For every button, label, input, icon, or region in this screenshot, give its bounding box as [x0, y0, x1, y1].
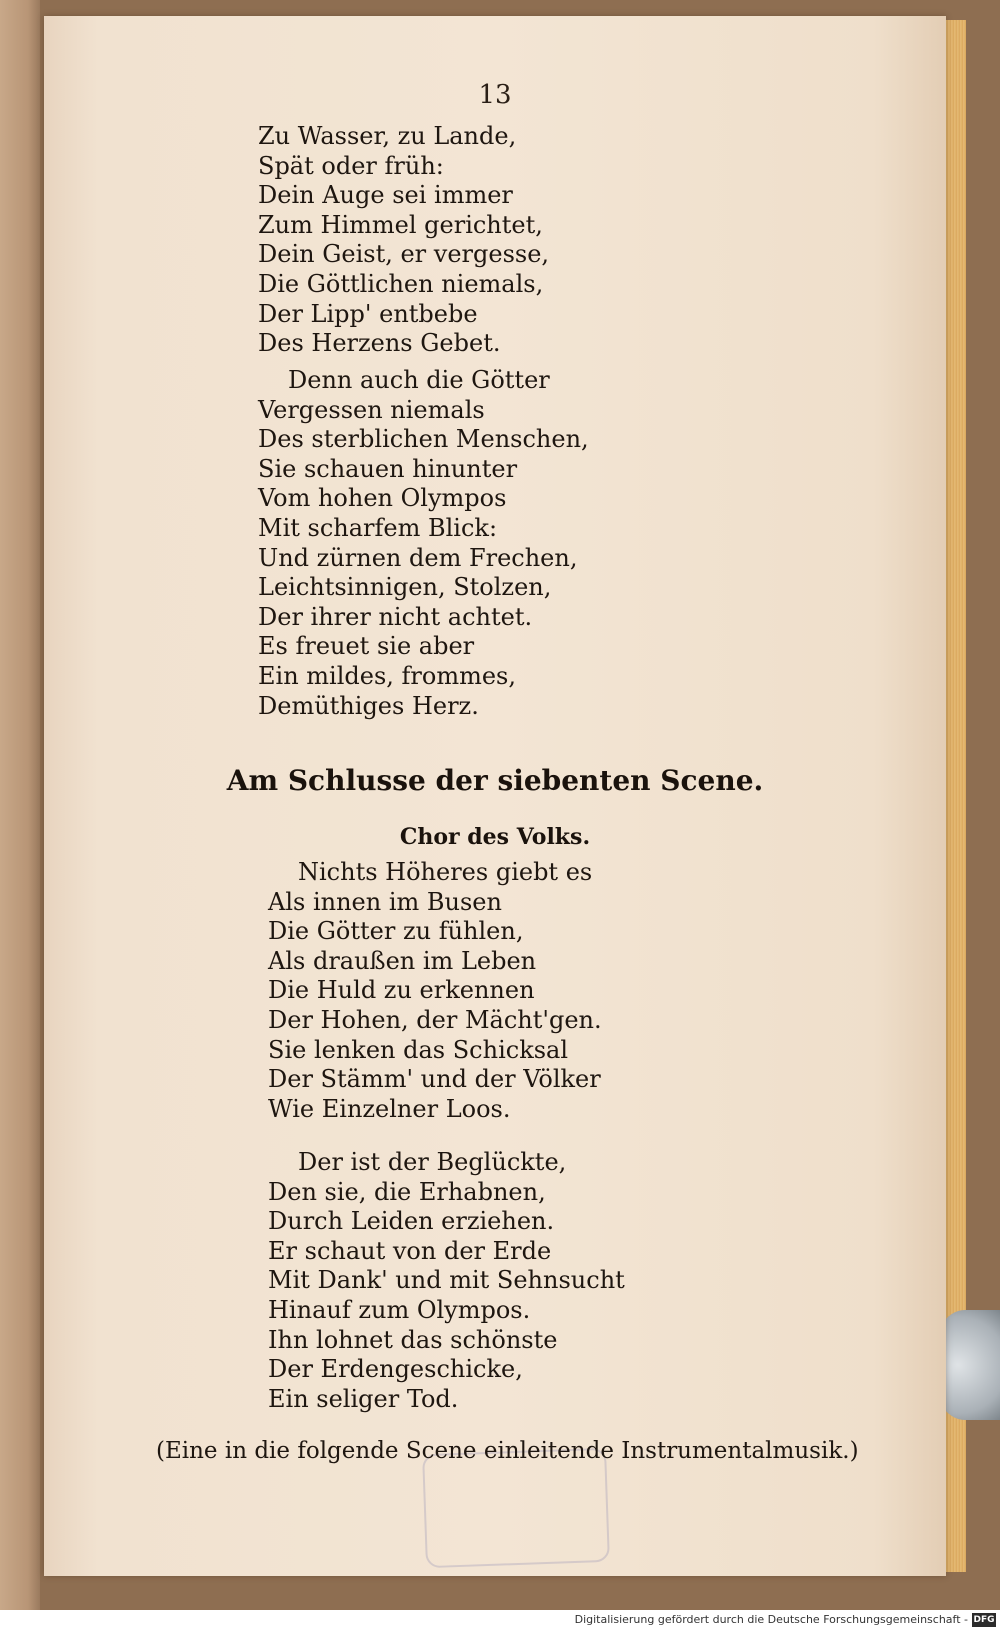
verse-line: Demüthiges Herz.: [258, 691, 479, 720]
verse-line: Wie Einzelner Loos.: [268, 1094, 511, 1123]
verse-line: Die Göttlichen niemals,: [258, 269, 544, 298]
verse-line: Vergessen niemals: [258, 395, 485, 424]
verse-line: Der Stämm' und der Völker: [268, 1065, 601, 1094]
verse-line: Dein Geist, er vergesse,: [258, 240, 550, 269]
stanza-3: [268, 858, 602, 1124]
verse-line: Mit scharfem Blick:: [258, 513, 498, 542]
verse-line: Die Götter zu fühlen,: [268, 917, 524, 946]
left-page-edge: [0, 0, 40, 1610]
library-stamp: [422, 1448, 610, 1568]
verse-line: Mit Dank' und mit Sehnsucht: [268, 1266, 625, 1295]
dfg-logo: DFG: [973, 1615, 995, 1625]
verse-line: Des sterblichen Menschen,: [258, 425, 589, 454]
chorus-heading: Chor des Volks.: [399, 824, 591, 850]
verse-line: Sie schauen hinunter: [258, 454, 518, 483]
verse-line: Es freuet sie aber: [258, 632, 475, 661]
verse-line: Und zürnen dem Frechen,: [258, 543, 578, 572]
verse-line: Zu Wasser, zu Lande,: [258, 122, 517, 150]
page-number: 13: [478, 80, 512, 110]
verse-line: Dein Auge sei immer: [258, 181, 513, 210]
verse-line: Als innen im Busen: [268, 887, 502, 916]
funding-notice: Digitalisierung gefördert durch die Deutsche Forschungsgemeinschaft -: [574, 1613, 968, 1626]
verse-line: Der Hohen, der Mächt'gen.: [268, 1005, 602, 1034]
verse-line: Als draußen im Leben: [268, 946, 537, 975]
verse-line: Der ihrer nicht achtet.: [258, 602, 533, 631]
book-page: [44, 16, 946, 1576]
verse-line: Durch Leiden erziehen.: [268, 1207, 555, 1236]
verse-line: Der ist der Beglückte,: [298, 1148, 567, 1176]
verse-line: Die Huld zu erkennen: [268, 976, 535, 1005]
verse-line: Des Herzens Gebet.: [258, 329, 501, 358]
stage-direction: (Eine in die folgende Scene einleitende Instrumentalmusik.): [156, 1438, 859, 1464]
verse-line: Nichts Höheres giebt es: [298, 858, 593, 886]
verse-line: Zum Himmel gerichtet,: [258, 210, 543, 239]
verse-line: Ein seliger Tod.: [268, 1384, 459, 1413]
verse-line: Ein mildes, frommes,: [258, 661, 516, 690]
verse-line: Vom hohen Olympos: [258, 484, 507, 513]
stanza-4: [268, 1148, 625, 1414]
verse-line: Denn auch die Götter: [288, 366, 550, 394]
verse-line: Leichtsinnigen, Stolzen,: [258, 573, 552, 602]
verse-line: Hinauf zum Olympos.: [268, 1295, 531, 1324]
stanza-1: [258, 122, 549, 359]
verse-line: Der Erdengeschicke,: [268, 1355, 523, 1384]
stanza-2: [258, 366, 589, 721]
section-heading: Am Schlusse der siebenten Scene.: [226, 764, 764, 797]
verse-line: Er schaut von der Erde: [268, 1236, 552, 1265]
footer-bar: [0, 1610, 1000, 1631]
verse-line: Der Lipp' entbebe: [258, 299, 478, 328]
verse-line: Ihn lohnet das schönste: [268, 1325, 558, 1354]
verse-line: Sie lenken das Schicksal: [268, 1035, 569, 1064]
verse-line: Den sie, die Erhabnen,: [268, 1177, 546, 1206]
verse-line: Spät oder früh:: [258, 151, 444, 180]
